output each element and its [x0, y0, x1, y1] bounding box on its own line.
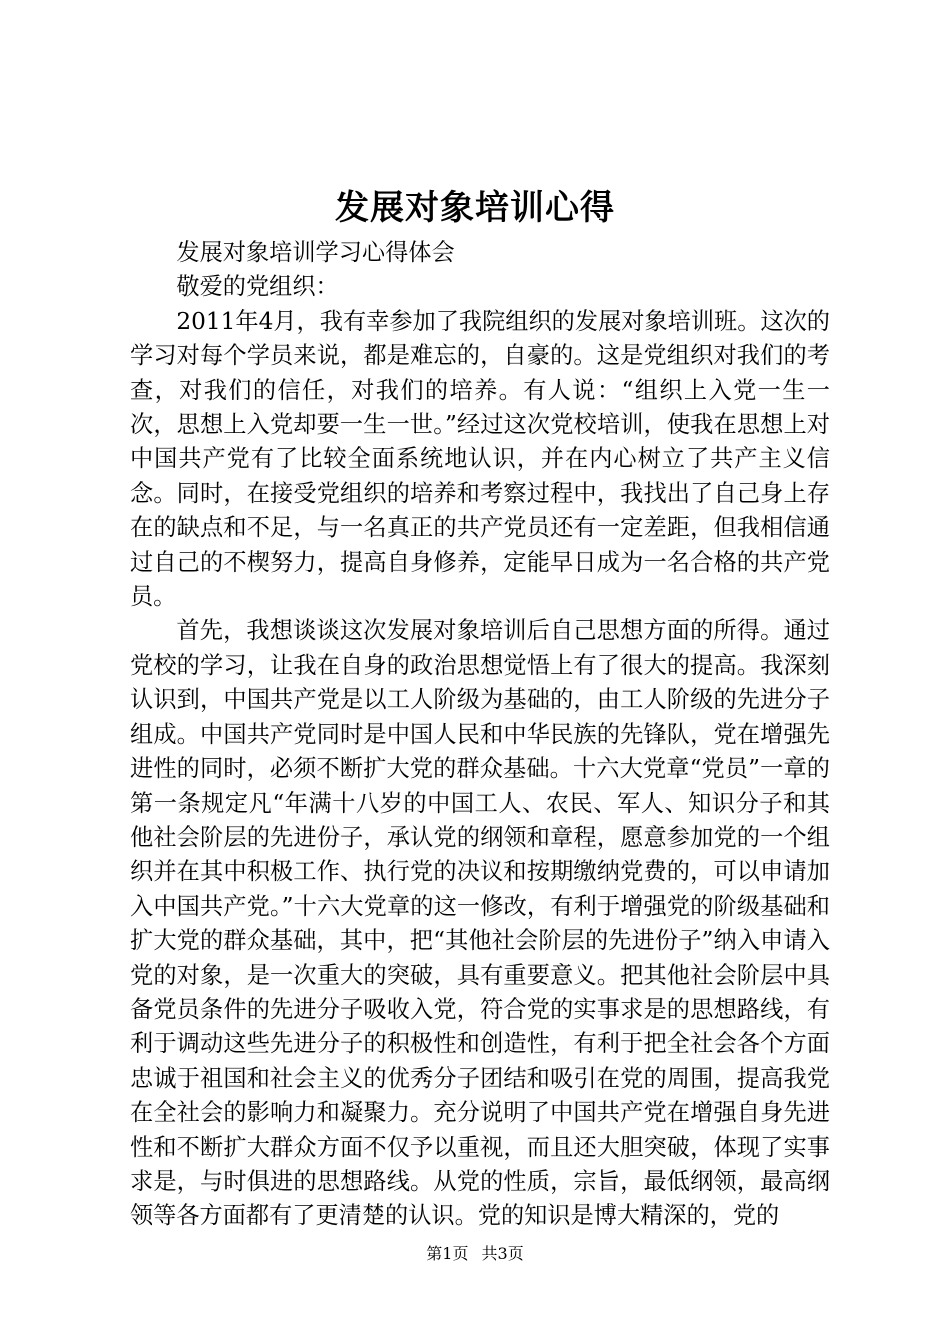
body-paragraph: 首先，我想谈谈这次发展对象培训后自己思想方面的所得。通过党校的学习，让我在自身的政治思想觉悟上有了很大的提高。我深刻认识到，中国共产党是以工人阶级为基础的，由工人阶级的先进分子组成。中国共产党同时是中国人民和中华民族的先锋队，党在增强先进性的同时，必须不断扩大党的群众基础。十六大党章“党员”一章的第一条规定凡“年满十八岁的中国工人、农民、军人、知识分子和其他社会阶层的先进份子，承认党的纲领和章程，愿意参加党的一个组织并在其中积极工作、执行党的决议和按期缴纳党费的，可以申请加入中国共产党。”十六大党章的这一修改，有利于增强党的阶级基础和扩大党的群众基础，其中，把“其他社会阶层的先进份子”纳入申请入党的对象，是一次重大的突破，具有重要意义。把其他社会阶层中具备党员条件的先进分子吸收入党，符合党的实事求是的思想路线，有利于调动这些先进分子的积极性和创造性，有利于把全社会各个方面忠诚于祖国和社会主义的优秀分子团结和吸引在党的周围，提高我党在全社会的影响力和凝聚力。充分说明了中国共产党在增强自身先进性和不断扩大群众方面不仅予以重视，而且还大胆突破，体现了实事求是，与时俱进的思想路线。从党的性质，宗旨，最低纲领，最高纲领等各方面都有了更清楚的认识。党的知识是博大精深的，党的	[130, 617, 830, 1230]
page-footer	[0, 1242, 950, 1266]
page-total: 共3页	[481, 1244, 524, 1263]
salutation-paragraph: 敬爱的党组织：	[176, 273, 339, 301]
subtitle-paragraph: 发展对象培训学习心得体会	[176, 239, 455, 266]
page-number: 第1页	[426, 1244, 469, 1263]
document-title: 发展对象培训心得	[335, 188, 615, 228]
document-body	[130, 236, 830, 1234]
body-paragraph: 2011年4月，我有幸参加了我院组织的发展对象培训班。这次的学习对每个学员来说，都是难忘的，自豪的。这是党组织对我们的考查，对我们的信任，对我们的培养。有人说：“组织上入党一生一次，思想上入党却要一生一世。”经过这次党校培训，使我在思想上对中国共产党有了比较全面系统地认识，并在内心树立了共产主义信念。同时，在接受党组织的培养和考察过程中，我找出了自己身上存在的缺点和不足，与一名真正的共产党员还有一定差距，但我相信通过自己的不楔努力，提高自身修养，定能早日成为一名合格的共产党员。	[130, 307, 830, 611]
